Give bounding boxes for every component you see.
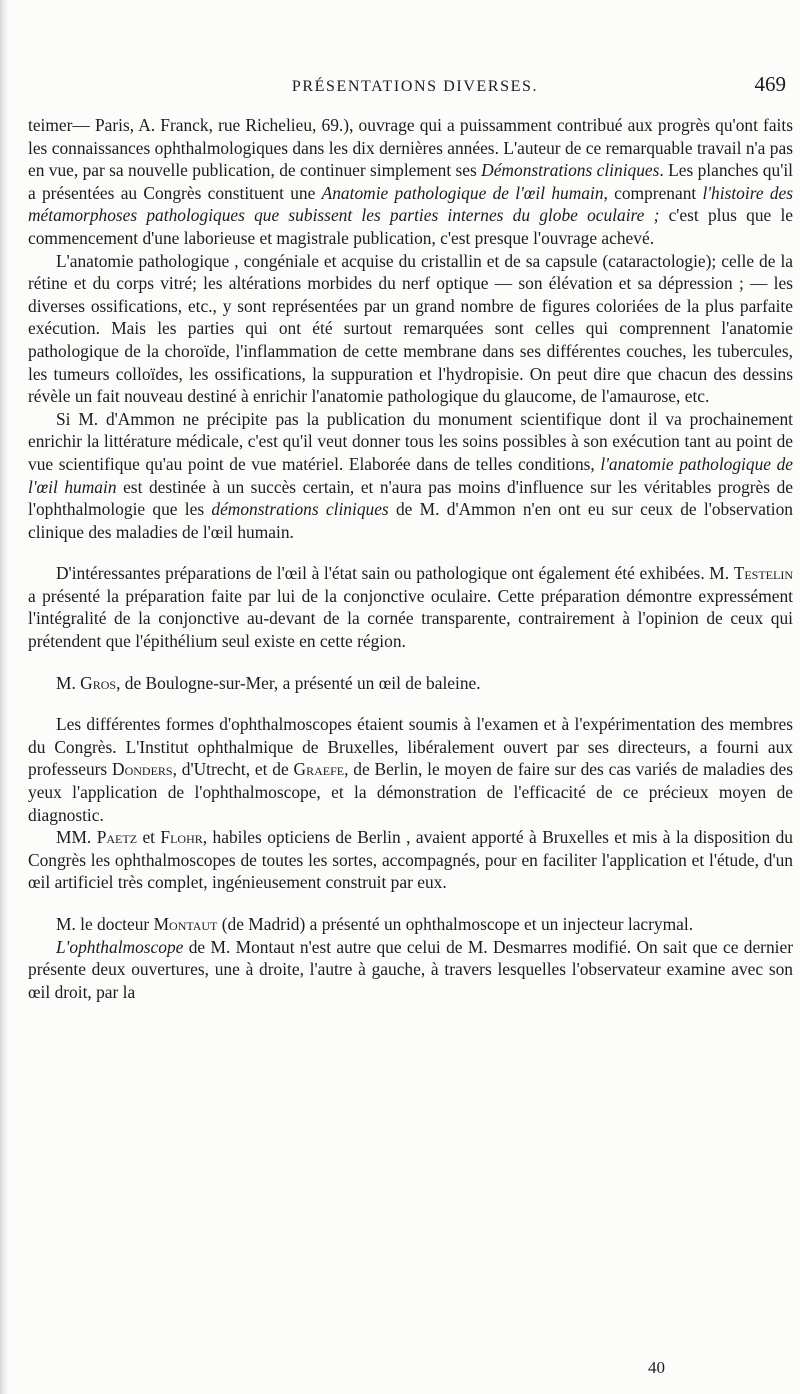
page-number: 469 <box>754 72 786 96</box>
italic-title: démonstrations cliniques <box>211 499 389 520</box>
text-run: de M. Montaut n'est autre que celui de M. Desmarres modifié. On sait que ce dernier présente deux ouvertures, une à droite, l'autre à gauche, à travers lesquelles l'observateur examine avec son œil droit, par la <box>28 936 793 1002</box>
text-run: teimer— Paris, A. Franck, rue Richelieu, 69.), ouvrage qui a puissamment contribué aux progrès qu'ont faits les connaissances ophthalmologiques dans les dix dernières années. L'auteur de ce remarquable travail n'a pas en vue, par sa nouvelle publication, de continuer simplement ses <box>28 115 793 181</box>
person-name: Graefe <box>293 759 345 780</box>
paragraph-1 <box>28 114 793 250</box>
text-run: a présenté la préparation faite par lui de la conjonctive oculaire. Cette préparation démontre expressément l'intégralité de la conjonctive au-devant de la cornée transparente, contrairement à l'opinion de ceux qui prétendent que l'épithélium seul existe en cette région. <box>28 585 793 652</box>
paragraph-5 <box>28 672 793 695</box>
paragraph-8 <box>28 913 793 936</box>
paragraph-9 <box>28 936 793 1004</box>
binding-edge <box>0 0 8 1394</box>
text-run: c'est plus que le commencement d'une laborieuse et magistrale publication, c'est presque l'ouvrage achevé. <box>28 205 793 248</box>
text-run: M. <box>56 672 81 693</box>
person-name: Gros <box>80 672 117 693</box>
person-name: Flohr <box>160 827 203 848</box>
running-head: PRÉSENTATIONS DIVERSES. <box>291 78 539 95</box>
text-run: Les différentes formes d'ophthalmoscopes étaient soumis à l'examen et à l'expérimentation des membres du Congrès. L'Institut ophthalmique de Bruxelles, libéralement ouvert par ses directeurs, a fourni aux professeurs <box>28 714 793 780</box>
body-text <box>28 114 793 1003</box>
paragraph-4 <box>28 562 793 652</box>
text-run: , d'Utrecht, et de <box>172 759 294 780</box>
signature-number: 40 <box>648 1358 665 1377</box>
person-name: Montaut <box>153 914 218 934</box>
text-run: . Les planches qu'il a présentées au Congrès constituent une <box>28 160 793 203</box>
text-run: D'intéressantes préparations de l'œil à l'état sain ou pathologique ont également été exhibées. M. <box>56 563 734 584</box>
page-header <box>40 72 790 104</box>
text-run: Si M. d'Ammon ne précipite pas la publication du monument scientifique dont il va prochainement enrichir la littérature médicale, c'est qu'il veut donner tous les soins possibles à son exécution tant au point de vue scientifique qu'au point de vue matériel. Elaborée dans de telles conditions, <box>28 408 793 474</box>
person-name: Donders <box>112 759 173 780</box>
text-run: M. le docteur <box>56 914 154 934</box>
paragraph-3 <box>28 408 793 544</box>
text-run: , de Berlin, le moyen de faire sur des cas variés de maladies des yeux l'application de l'ophthalmoscope, et la démonstration de l'efficacité de ce précieux moyen de diagnostic. <box>28 759 793 825</box>
text-run: , comprenant <box>603 182 703 203</box>
text-run: , de Boulogne-sur-Mer, a présenté un œil de baleine. <box>116 672 481 693</box>
person-name: Testelin <box>733 563 793 584</box>
italic-title: l'anatomie pathologique de l'œil humain <box>28 453 793 497</box>
italic-title: Démonstrations cliniques <box>481 160 660 181</box>
text-run: et <box>137 827 161 848</box>
italic-title: L'ophthalmoscope <box>56 936 184 957</box>
paragraph-7 <box>28 826 793 894</box>
person-name: Paetz <box>96 827 138 848</box>
paragraph-6 <box>28 713 793 826</box>
text-run: est destinée à un succès certain, et n'aura pas moins d'influence sur les véritables progrès de l'ophthalmologie que les <box>28 476 794 520</box>
italic-title: l'histoire des métamorphoses pathologiques que subissent les parties internes du globe oculaire ; <box>28 182 794 226</box>
text-run: , habiles opticiens de Berlin , avaient apporté à Bruxelles et mis à la disposition du Congrès les ophthalmoscopes de toutes les sortes, accompagnés, pour en faciliter l'application et l'étude, d'un œil artificiel très complet, ingénieusement construit par eux. <box>28 827 794 893</box>
text-run: de M. d'Ammon n'en ont eu sur ceux de l'observation clinique des maladies de l'œil humain. <box>28 499 793 542</box>
paragraph-2: L'anatomie pathologique , congéniale et acquise du cristallin et de sa capsule (cataractologie); celle de la rétine et du corps vitré; les altérations morbides du nerf optique — son élévation et sa dépression ; — les diverses ossifications, etc., y sont représentées par un grand nombre de figures coloriées de la plus parfaite exécution. Mais les parties qui ont été surtout remarquées sont celles qui comprennent l'anatomie pathologique de la choroïde, l'inflammation de cette membrane dans ses différentes couches, les tubercules, les tumeurs colloïdes, les ossifications, la suppuration et l'hydropisie. On peut dire que chacun des dessins révèle un fait nouveau destiné à enrichir l'anatomie pathologique du glaucome, de l'amaurose, etc. <box>28 250 793 407</box>
text-run: (de Madrid) a présenté un ophthalmoscope et un injecteur lacrymal. <box>217 914 694 934</box>
italic-title: Anatomie pathologique de l'œil humain <box>321 182 604 203</box>
text-run: MM. <box>56 827 97 848</box>
